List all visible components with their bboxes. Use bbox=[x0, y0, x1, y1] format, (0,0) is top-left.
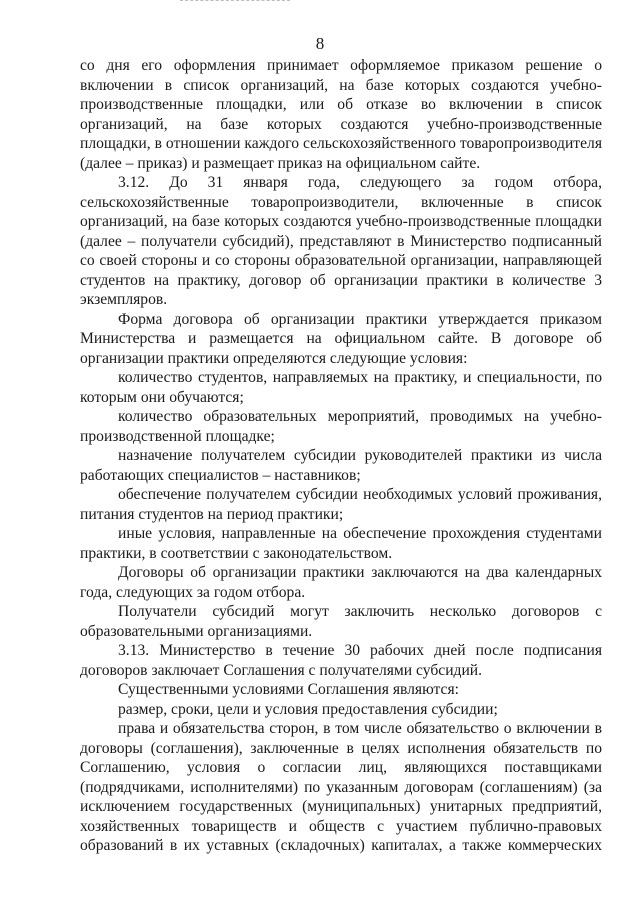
paragraph: иные условия, направленные на обеспечение прохождения студентами практики, в соответствии с законодательством. bbox=[80, 525, 602, 562]
paragraph: Форма договора об организации практики утверждается приказом Министерства и размещается на официальном сайте. В договоре об организации практики определяются следующие условия: bbox=[80, 310, 602, 367]
paragraph: обеспечение получателем субсидии необходимых условий проживания, питания студентов на период практики; bbox=[80, 486, 602, 523]
paragraph: Получатели субсидий могут заключить несколько договоров с образовательными организациями. bbox=[80, 603, 602, 640]
paragraph: Существенными условиями Соглашения являются: bbox=[118, 681, 459, 698]
paragraph: количество образовательных мероприятий, проводимых на учебно-производственной площадке; bbox=[80, 408, 602, 445]
paragraph: права и обязательства сторон, в том числе обязательство о включении в договоры (соглашения), заключенные в целях исполнения обязательств по Соглашению, условия о согласии лиц, являющихся поставщиками (подрядчиками, исполнителями) по указанным договорам (соглашениям) (за исключением государственных (муниципальных) унитарных предприятий, хозяйственных товариществ и обществ с участием публично-правовых образований в их уставных (складочных) капиталах, а также коммерческих bbox=[80, 720, 602, 854]
paragraph: размер, сроки, цели и условия предоставления субсидии; bbox=[118, 700, 498, 718]
paragraph: Договоры об организации практики заключаются на два календарных года, следующих за годом отбора. bbox=[80, 564, 602, 601]
page-number: 8 bbox=[315, 34, 325, 53]
paragraph: 3.13. Министерство в течение 30 рабочих дней после подписания договоров заключает Соглашения с получателями субсидий. bbox=[80, 642, 602, 679]
paragraph: со дня его оформления принимает оформляемое приказом решение о включении в список организаций, на базе которых создаются учебно-производственные площадки, или об отказе во включении в список организаций, на базе которых создаются учебно-производственные площадки, в отношении каждого сельскохозяйственного товаропроизводителя (далее – приказ) и размещает приказ на официальном сайте. bbox=[80, 57, 602, 172]
scan-edge-mark bbox=[180, 0, 290, 4]
paragraph: количество студентов, направляемых на практику, и специальности, по которым они обучаются; bbox=[80, 369, 602, 406]
body-text bbox=[80, 56, 602, 856]
paragraph: назначение получателем субсидии руководителей практики из числа работающих специалистов – наставников; bbox=[80, 447, 602, 484]
paragraph: 3.12. До 31 января года, следующего за годом отбора, сельскохозяйственные товаропроизводители, включенные в список организаций, на базе которых создаются учебно-производственные площадки (далее – получатели субсидий), представляют в Министерство подписанный со своей стороны и со стороны образовательной организации, направляющей студентов на практику, договор об организации практики в количестве 3 экземпляров. bbox=[80, 174, 602, 308]
